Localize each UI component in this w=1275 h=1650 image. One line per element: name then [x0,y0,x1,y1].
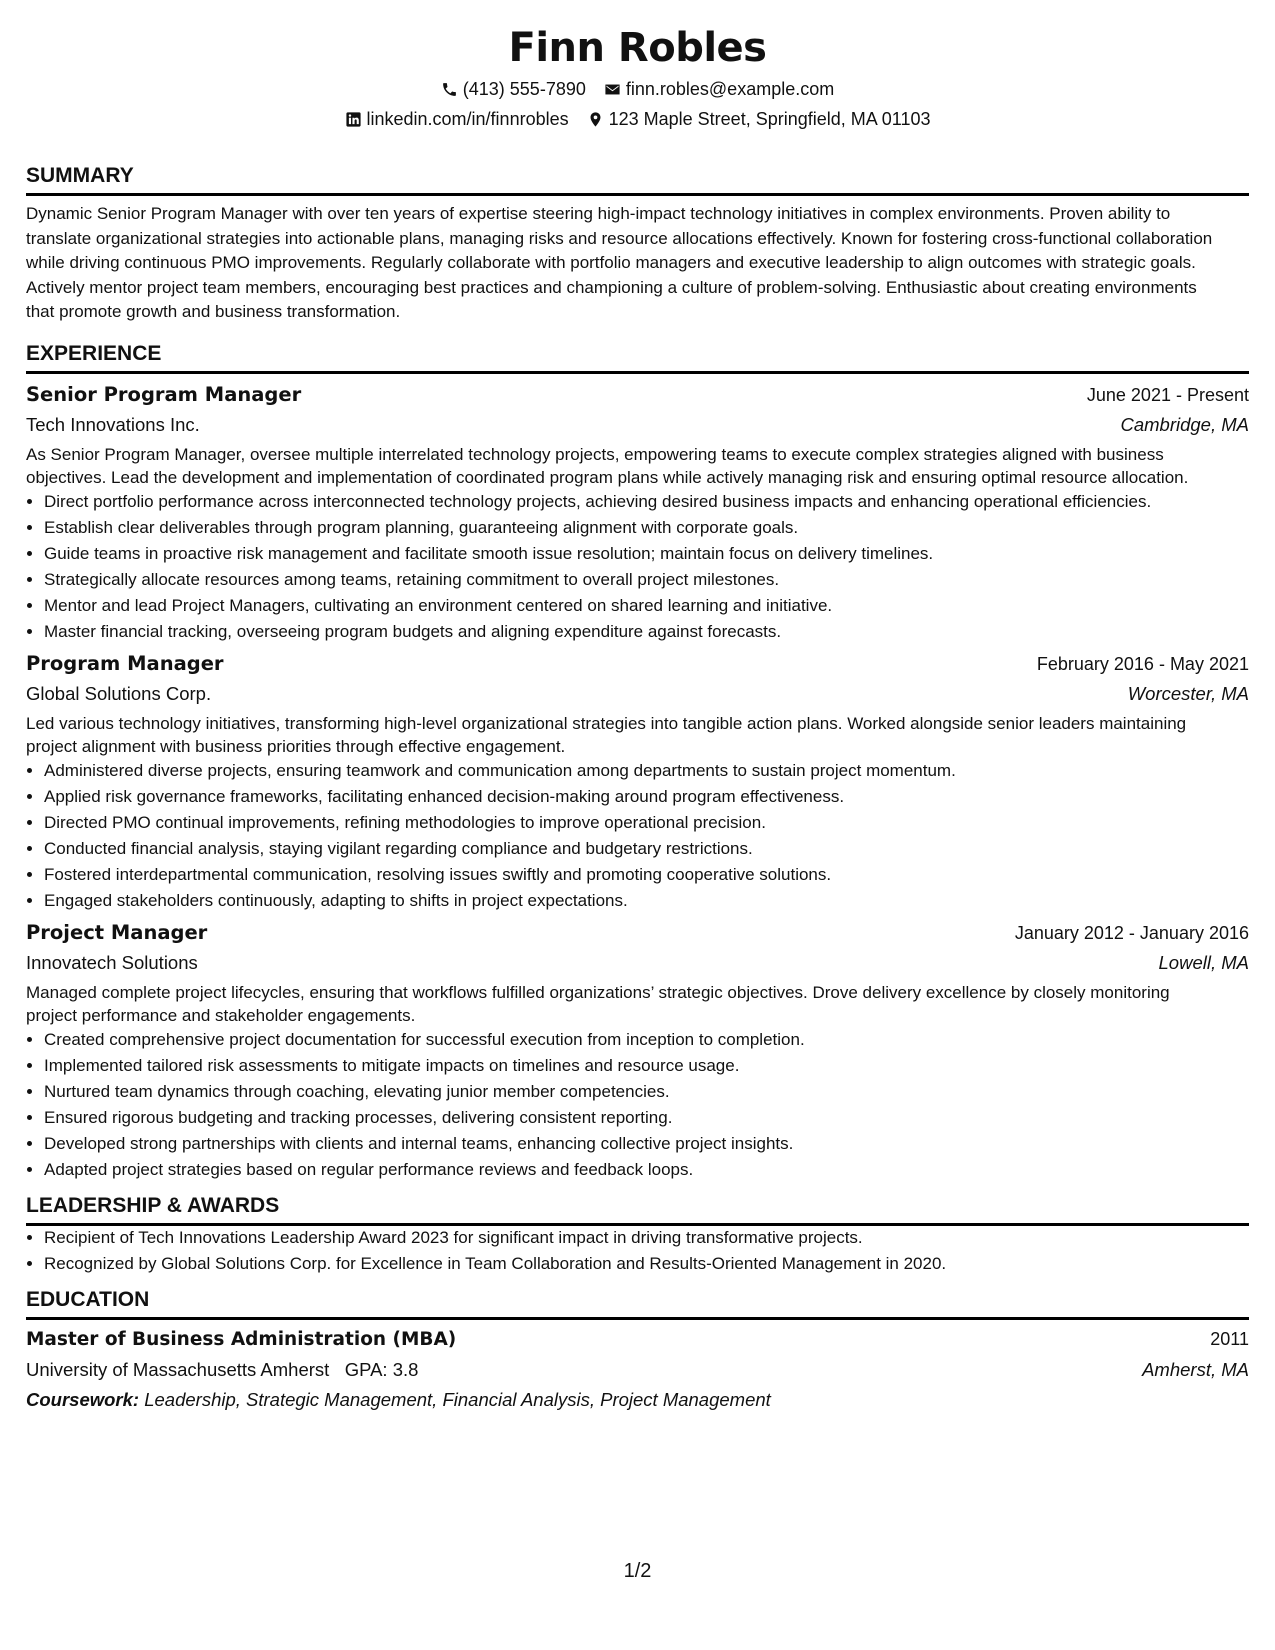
job-bullet: • Directed PMO continual improvements, refining methodologies to improve operational precision. [44,811,1249,834]
degree-title: Master of Business Administration (MBA) [26,1328,457,1350]
contact-row-secondary [26,104,1249,134]
education-section [26,1285,1249,1415]
job-description: Managed complete project lifecycles, ensuring that workflows fulfilled organizations’ strategic objectives. Drove delivery excellence by closely monitoring project performance and stakeholder engagements. [26,982,1170,1025]
school-line [26,1355,418,1385]
job-bullet: • Direct portfolio performance across interconnected technology projects, achieving desired business impacts and enhancing operational efficiencies. [44,490,1249,513]
job-bullet: • Mentor and lead Project Managers, cultivating an environment centered on shared learning and initiative. [44,594,1249,617]
phone-text: (413) 555-7890 [462,79,586,99]
job-title: Project Manager [26,920,208,944]
company-name: Innovatech Solutions [26,951,198,973]
address-contact [587,104,931,134]
job-title: Program Manager [26,651,224,675]
awards-section [26,1191,1249,1275]
job-bullet: • Implemented tailored risk assessments to mitigate impacts on timelines and resource usage. [44,1054,1249,1077]
school-name: University of Massachusetts Amherst [26,1358,330,1380]
coursework-line [26,1385,1249,1415]
contact-row-primary [26,74,1249,104]
section-title-experience: EXPERIENCE [26,339,1249,374]
school-location: Amherst, MA [1142,1358,1249,1380]
job-bullet: • Adapted project strategies based on regular performance reviews and feedback loops. [44,1158,1249,1181]
coursework-list: Leadership, Strategic Management, Financial Analysis, Project Management [144,1388,771,1410]
job-entry [26,649,1249,912]
map-marker-icon [587,111,604,128]
job-bullet: • Developed strong partnerships with clients and internal teams, enhancing collective project insights. [44,1132,1249,1155]
resume-page [26,0,1249,1415]
award-item: • Recognized by Global Solutions Corp. for Excellence in Team Collaboration and Results-Oriented Management in 2020. [44,1252,1249,1275]
job-bullet: • Master financial tracking, overseeing program budgets and aligning expenditure against forecasts. [44,620,1249,643]
candidate-name: Finn Robles [508,25,767,71]
company-name: Global Solutions Corp. [26,682,212,704]
award-item: • Recipient of Tech Innovations Leadership Award 2023 for significant impact in driving transformative projects. [44,1226,1249,1249]
job-dates: January 2012 - January 2016 [1014,922,1249,943]
job-bullets [26,490,1249,643]
job-entry [26,380,1249,643]
section-title-awards: LEADERSHIP & AWARDS [26,1191,1249,1226]
linkedin-icon [345,111,362,128]
company-name: Tech Innovations Inc. [26,413,200,435]
job-dates: February 2016 - May 2021 [1036,653,1249,674]
job-bullet: • Ensured rigorous budgeting and tracking processes, delivering consistent reporting. [44,1106,1249,1129]
email-contact[interactable] [604,74,834,104]
job-bullet: • Strategically allocate resources among teams, retaining commitment to overall project milestones. [44,568,1249,591]
awards-list [26,1226,1249,1275]
coursework-label: Coursework: [26,1388,140,1410]
job-bullets [26,759,1249,912]
job-bullet: • Administered diverse projects, ensuring teamwork and communication among departments to sustain project momentum. [44,759,1249,782]
job-bullet: • Establish clear deliverables through program planning, guaranteeing alignment with corporate goals. [44,516,1249,539]
linkedin-text: linkedin.com/in/finnrobles [366,109,569,129]
summary-text: Dynamic Senior Program Manager with over ten years of expertise steering high-impact technology initiatives in complex environments. Proven ability to translate organizational strategies into actionable plans, managing risks and resource allocations effectively. Known for fostering cross-functional collaboration while driving continuous PMO improvements. Regularly collaborate with portfolio managers and executive leadership to align outcomes with strategic goals. Actively mentor project team members, encouraging best practices and championing a culture of problem-solving. Enthusiastic about creating environments that promote growth and business transformation. [26,204,1213,321]
job-bullet: • Guide teams in proactive risk management and facilitate smooth issue resolution; maintain focus on delivery timelines. [44,542,1249,565]
job-bullets [26,1028,1249,1181]
envelope-icon [604,81,621,98]
job-location: Cambridge, MA [1120,413,1249,435]
job-dates: June 2021 - Present [1086,384,1249,405]
job-entry [26,918,1249,1181]
phone-icon [441,81,458,98]
job-title: Senior Program Manager [26,382,302,406]
address-text: 123 Maple Street, Springfield, MA 01103 [608,109,931,129]
job-bullet: • Nurtured team dynamics through coaching, elevating junior member competencies. [44,1080,1249,1103]
job-bullet: • Created comprehensive project documentation for successful execution from inception to completion. [44,1028,1249,1051]
job-location: Worcester, MA [1127,682,1249,704]
phone-contact[interactable] [441,74,586,104]
job-description: As Senior Program Manager, oversee multiple interrelated technology projects, empowering teams to execute complex strategies aligned with business objectives. Lead the development and implementation of coordinated program plans while actively managing risk and ensuring optimal resource allocation. [26,444,1189,487]
email-text: finn.robles@example.com [625,79,835,99]
section-title-education: EDUCATION [26,1285,1249,1320]
job-location: Lowell, MA [1158,951,1249,973]
page-number: 1/2 [623,1560,652,1582]
job-bullet: • Fostered interdepartmental communication, resolving issues swiftly and promoting cooperative solutions. [44,863,1249,886]
gpa: GPA: 3.8 [344,1358,419,1380]
job-bullet: • Engaged stakeholders continuously, adapting to shifts in project expectations. [44,889,1249,912]
graduation-year: 2011 [1210,1328,1249,1349]
section-title-summary: SUMMARY [26,161,1249,196]
job-bullet: • Applied risk governance frameworks, facilitating enhanced decision-making around program effectiveness. [44,785,1249,808]
summary-section [26,161,1249,325]
job-bullet: • Conducted financial analysis, staying vigilant regarding compliance and budgetary restrictions. [44,837,1249,860]
experience-section [26,339,1249,1181]
linkedin-contact[interactable] [345,104,569,134]
job-description: Led various technology initiatives, transforming high-level organizational strategies into tangible action plans. Worked alongside senior leaders maintaining project alignment with business priorities through effective engagement. [26,713,1187,756]
